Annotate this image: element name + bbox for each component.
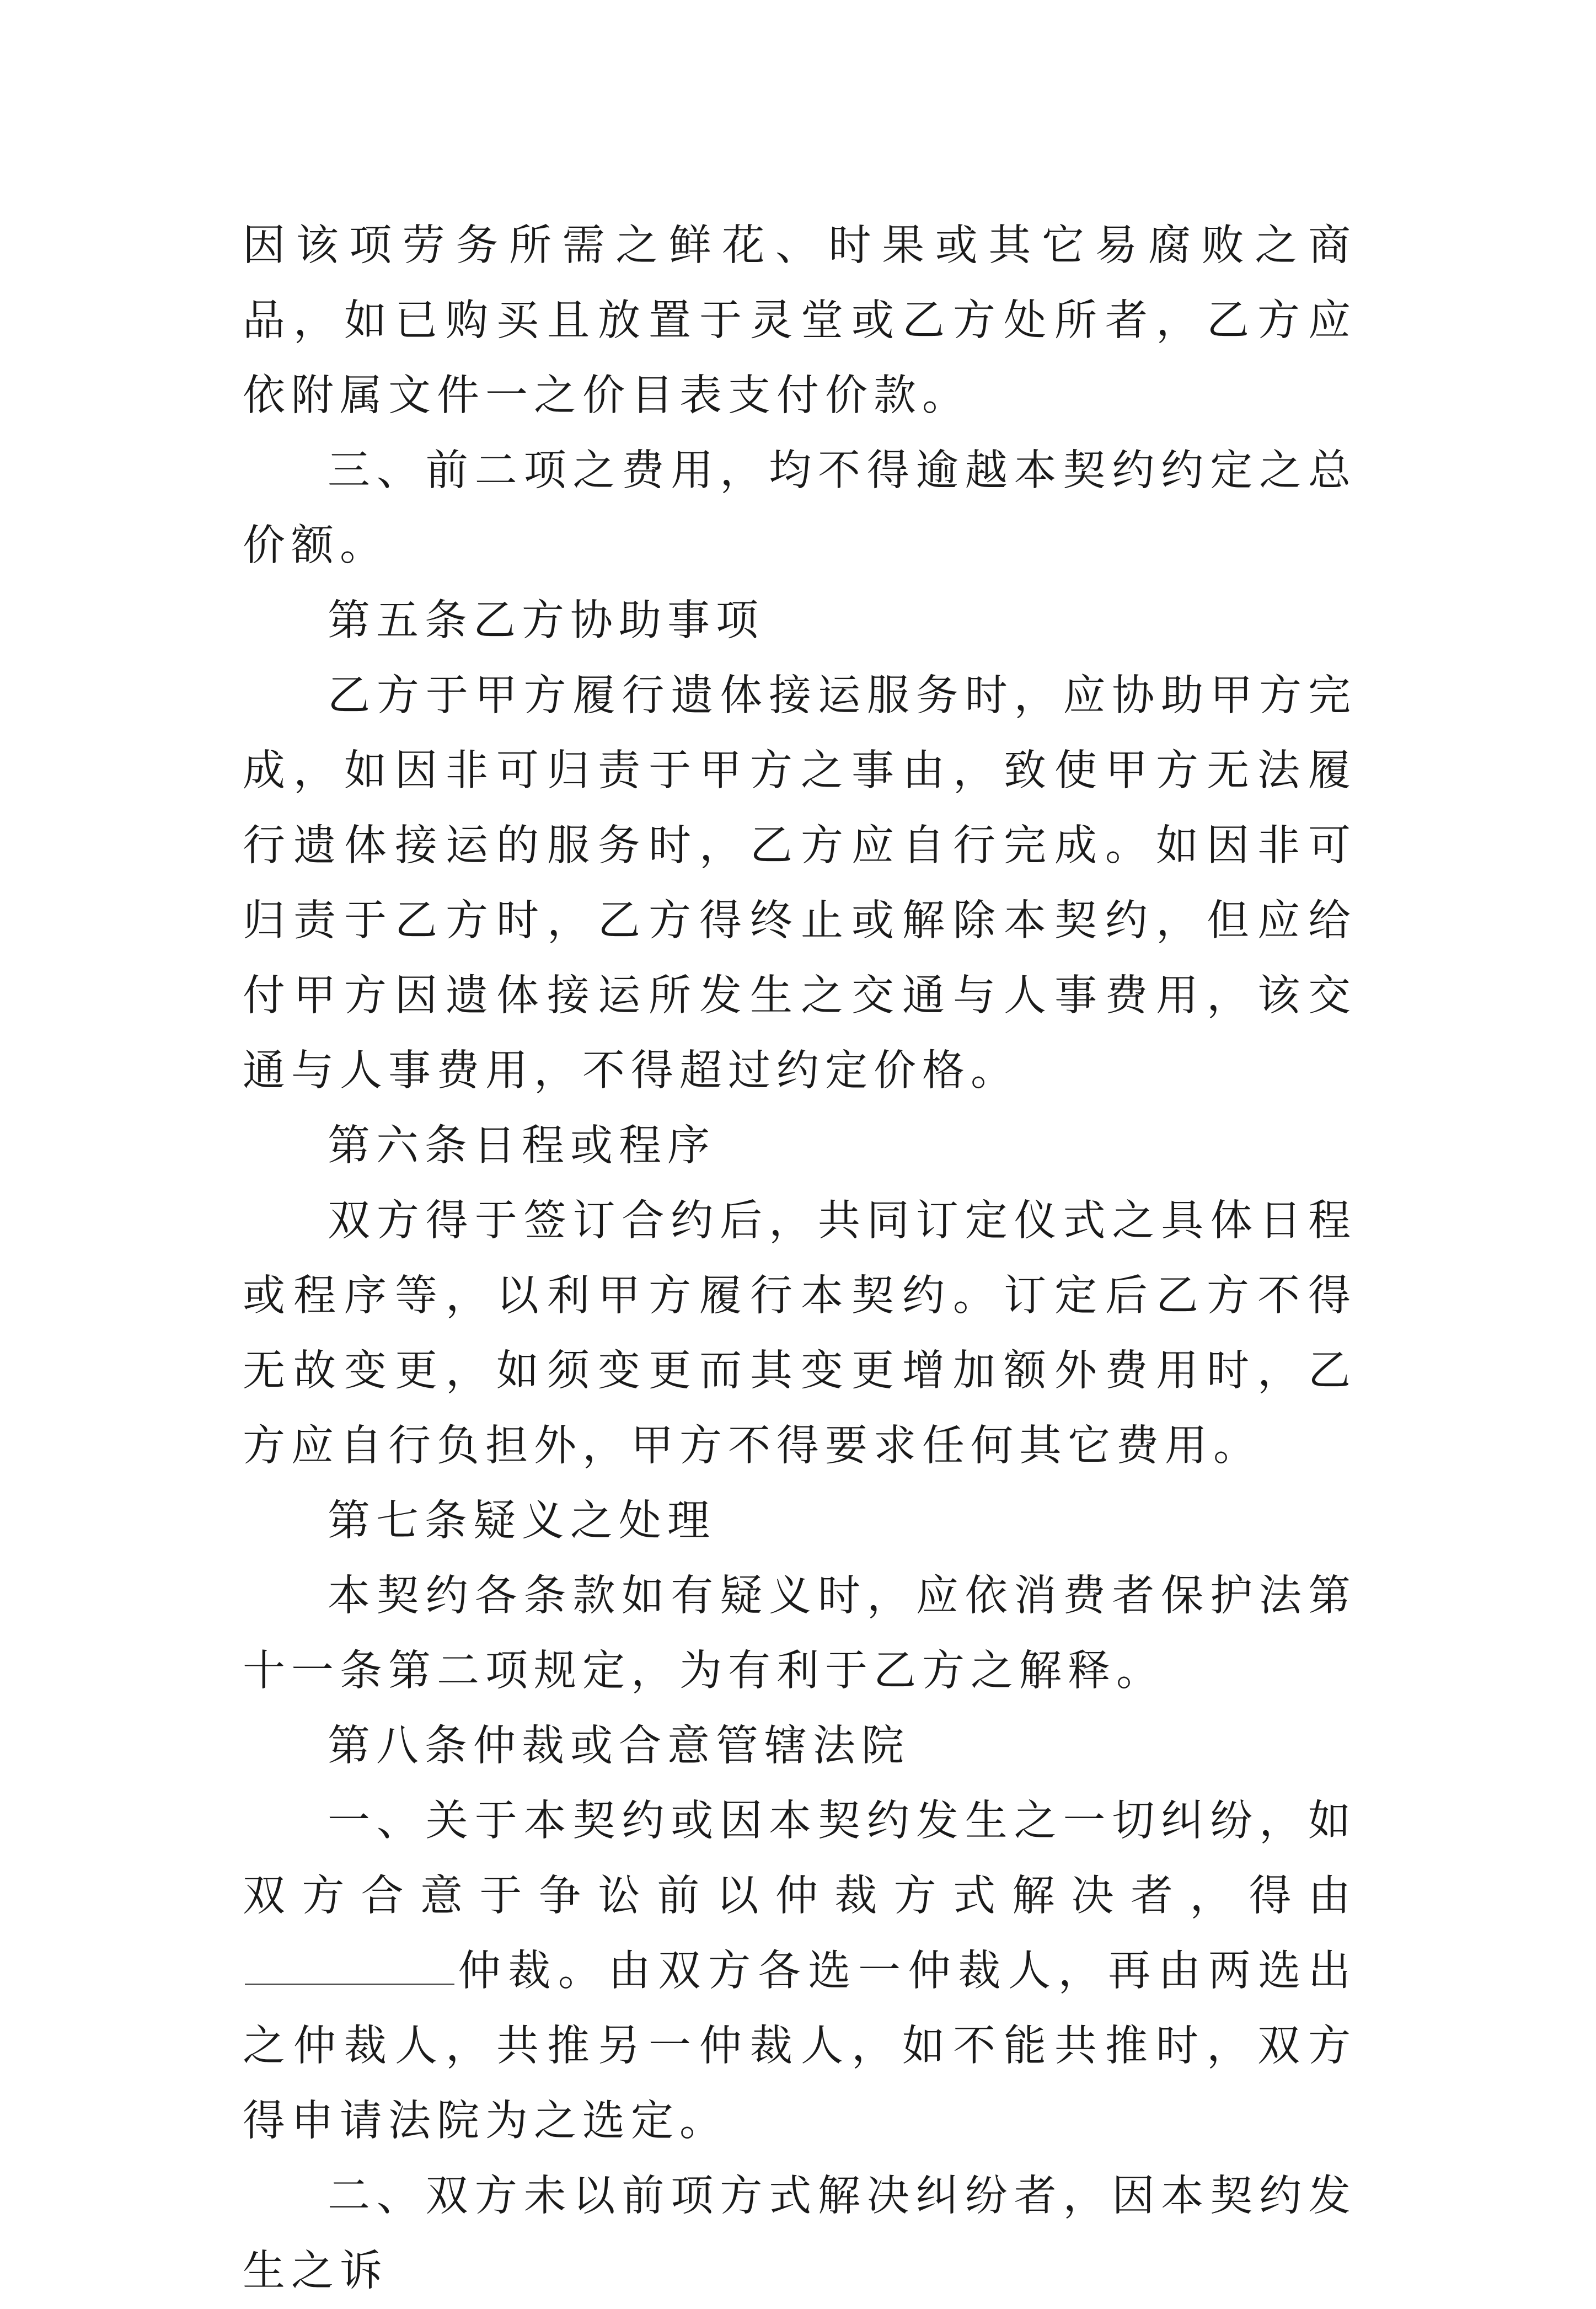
article-7-body: 本契约各条款如有疑义时，应依消费者保护法第十一条第二项规定，为有利于乙方之解释。 bbox=[243, 1572, 1357, 1696]
clause-item-3: 三、前二项之费用，均不得逾越本契约约定之总价额。 bbox=[243, 446, 1357, 570]
article-8-item-2: 二、双方未以前项方式解决纠纷者，因本契约发生之诉 bbox=[243, 2172, 1357, 2296]
article-6-heading: 第六条日程或程序 bbox=[328, 1121, 716, 1170]
arbitration-blank-field bbox=[245, 1947, 454, 1985]
article-7-heading: 第七条疑义之处理 bbox=[328, 1496, 716, 1546]
article-8-item-1 bbox=[243, 1784, 1357, 2159]
paragraph-fragment: 因该项劳务所需之鲜花、时果或其它易腐败之商品，如已购买且放置于灵堂或乙方处所者，乙方应依附属文件一之价目表支付价款。 bbox=[243, 221, 1357, 420]
article-5-body: 乙方于甲方履行遗体接运服务时，应协助甲方完成，如因非可归责于甲方之事由，致使甲方无法履行遗体接运的服务时，乙方应自行完成。如因非可归责于乙方时，乙方得终止或解除本契约，但应给付甲方因遗体接运所发生之交通与人事费用，该交通与人事费用，不得超过约定价格。 bbox=[243, 671, 1357, 1095]
article-8-item-1-tail: 仲裁。由双方各选一仲裁人，再由两选出之仲裁人，共推另一仲裁人，如不能共推时，双方得申请法院为之选定。 bbox=[243, 1947, 1357, 2146]
document-body bbox=[243, 209, 1357, 2309]
article-5-heading: 第五条乙方协助事项 bbox=[328, 596, 764, 645]
article-8-item-1-lead: 一、关于本契约或因本契约发生之一切纠纷，如双方合意于争讼前以仲裁方式解决者，得由 bbox=[243, 1797, 1357, 1921]
article-8-heading: 第八条仲裁或合意管辖法院 bbox=[328, 1722, 910, 1771]
article-6-body: 双方得于签订合约后，共同订定仪式之具体日程或程序等，以利甲方履行本契约。订定后乙方不得无故变更，如须变更而其变更增加额外费用时，乙方应自行负担外，甲方不得要求任何其它费用。 bbox=[243, 1196, 1357, 1471]
